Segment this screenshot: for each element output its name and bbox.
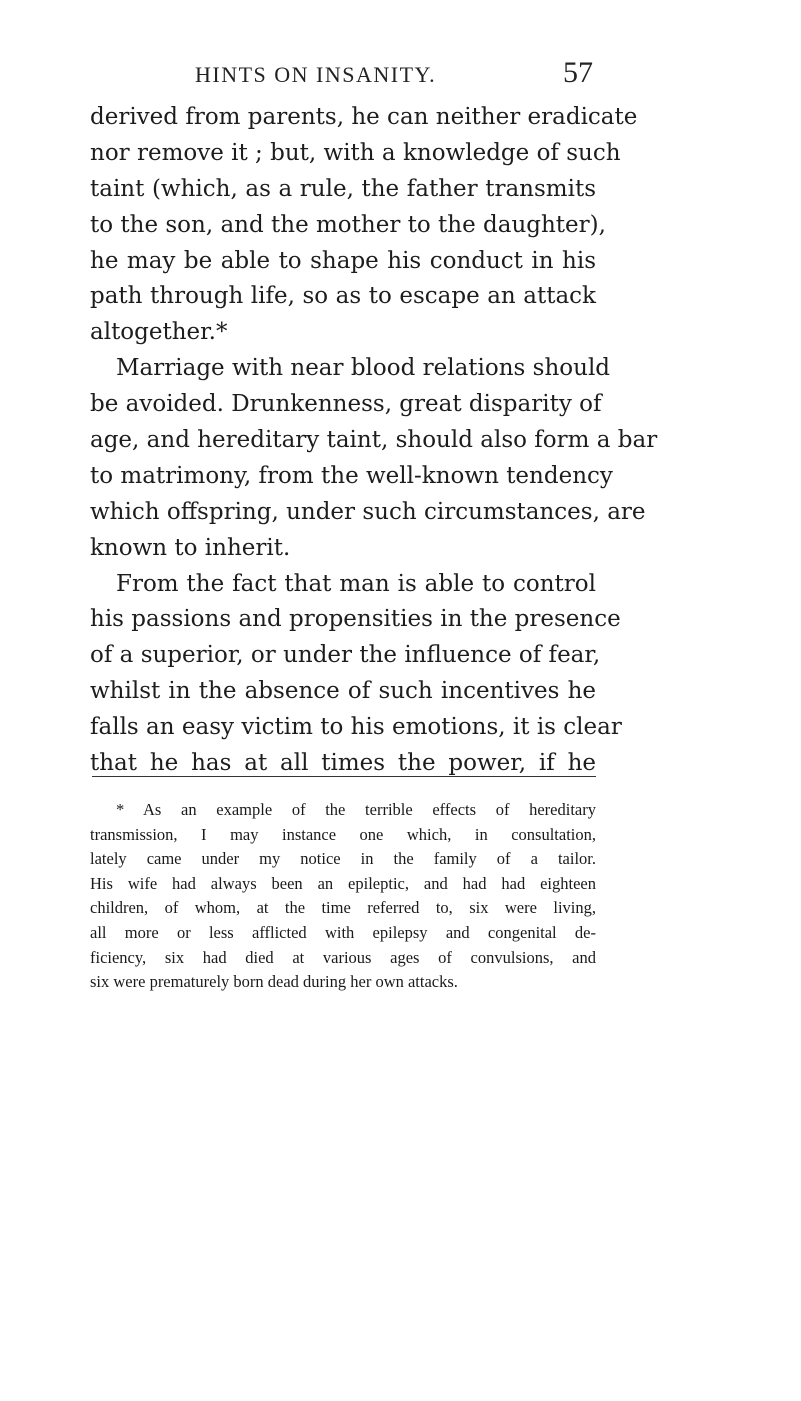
footnote-line: children, of whom, at the time referred to, six were living, xyxy=(90,898,596,918)
body-line: that he has at all times the power, if he xyxy=(90,750,596,777)
body-line: falls an easy victim to his emotions, it is clear xyxy=(90,714,622,741)
body-line: From the fact that man is able to control xyxy=(116,570,596,597)
body-line: path through life, so as to escape an attack xyxy=(90,283,596,310)
footnote-line: six were prematurely born dead during her own attacks. xyxy=(90,972,458,992)
running-title: HINTS ON INSANITY. xyxy=(195,62,437,87)
body-text xyxy=(90,100,658,782)
footnote-line: * As an example of the terrible effects of hereditary xyxy=(116,800,596,819)
running-head xyxy=(195,58,595,88)
footnote-line: transmission, I may instance one which, in consultation, xyxy=(90,824,596,844)
footnote-line: lately came under my notice in the family of a tailor. xyxy=(90,849,596,869)
body-line: he may be able to shape his conduct in his xyxy=(90,247,596,274)
page-number: 57 xyxy=(563,56,593,89)
footnote-rule xyxy=(92,776,596,777)
footnote xyxy=(90,798,596,995)
body-line: known to inherit. xyxy=(90,534,291,561)
body-line: to matrimony, from the well-known tendency xyxy=(90,462,613,489)
body-line: derived from parents, he can neither eradicate xyxy=(90,104,638,130)
body-line: taint (which, as a rule, the father transmits xyxy=(90,175,596,202)
body-line: to the son, and the mother to the daughter), xyxy=(90,211,606,238)
footnote-line: His wife had always been an epileptic, and had had eighteen xyxy=(90,873,596,893)
body-line: be avoided. Drunkenness, great disparity of xyxy=(90,391,602,418)
body-line: whilst in the absence of such incentives he xyxy=(90,678,596,705)
body-line: nor remove it ; but, with a knowledge of such xyxy=(90,139,621,166)
body-line: Marriage with near blood relations should xyxy=(116,355,611,382)
body-line: of a superior, or under the influence of fear, xyxy=(90,642,601,669)
footnote-line: ficiency, six had died at various ages of convulsions, and xyxy=(90,947,596,967)
body-line: his passions and propensities in the presence xyxy=(90,606,621,633)
body-line: altogether.* xyxy=(90,319,228,346)
body-line: age, and hereditary taint, should also form a bar xyxy=(90,427,658,454)
body-line: which offspring, under such circumstances, are xyxy=(90,498,646,525)
footnote-line: all more or less afflicted with epilepsy and congenital de- xyxy=(90,922,596,942)
